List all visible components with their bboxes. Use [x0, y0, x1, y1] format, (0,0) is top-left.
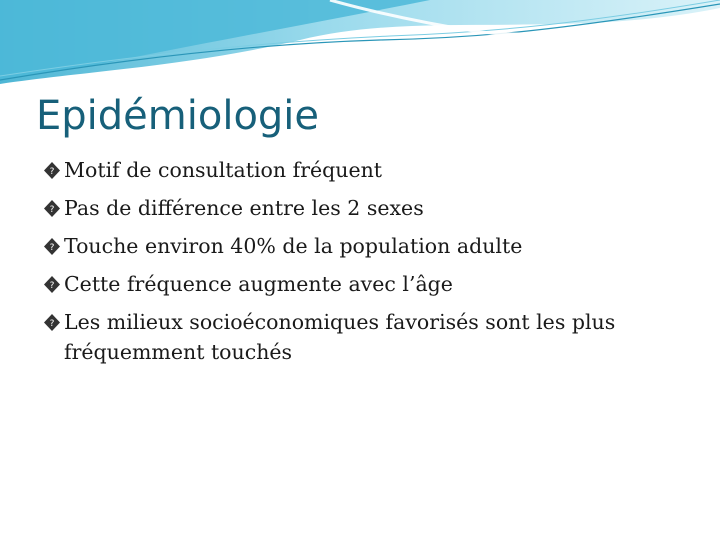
bullet-list: [44, 155, 694, 375]
slide-title: Epidémiologie: [36, 93, 320, 139]
list-item: [44, 269, 694, 299]
bullet-text: Pas de différence entre les 2 sexes: [64, 196, 424, 220]
bullet-text: Motif de consultation fréquent: [64, 158, 383, 182]
missing-glyph-icon: [44, 200, 60, 217]
svg-text:?: ?: [49, 319, 55, 329]
list-item: [44, 231, 694, 261]
svg-text:?: ?: [49, 167, 55, 177]
missing-glyph-icon: [44, 276, 60, 293]
svg-text:?: ?: [49, 243, 55, 253]
list-item: [44, 193, 694, 223]
svg-text:?: ?: [49, 281, 55, 291]
header-wave-decoration: [0, 0, 720, 90]
list-item: [44, 155, 694, 185]
bullet-text: Les milieux socioéconomiques favorisés sont les plus fréquemment touchés: [64, 310, 616, 364]
svg-text:?: ?: [49, 205, 55, 215]
list-item: [44, 307, 694, 367]
bullet-text: Touche environ 40% de la population adulte: [64, 234, 523, 258]
missing-glyph-icon: [44, 238, 60, 255]
bullet-text: Cette fréquence augmente avec l’âge: [64, 272, 453, 296]
missing-glyph-icon: [44, 314, 60, 331]
missing-glyph-icon: [44, 162, 60, 179]
